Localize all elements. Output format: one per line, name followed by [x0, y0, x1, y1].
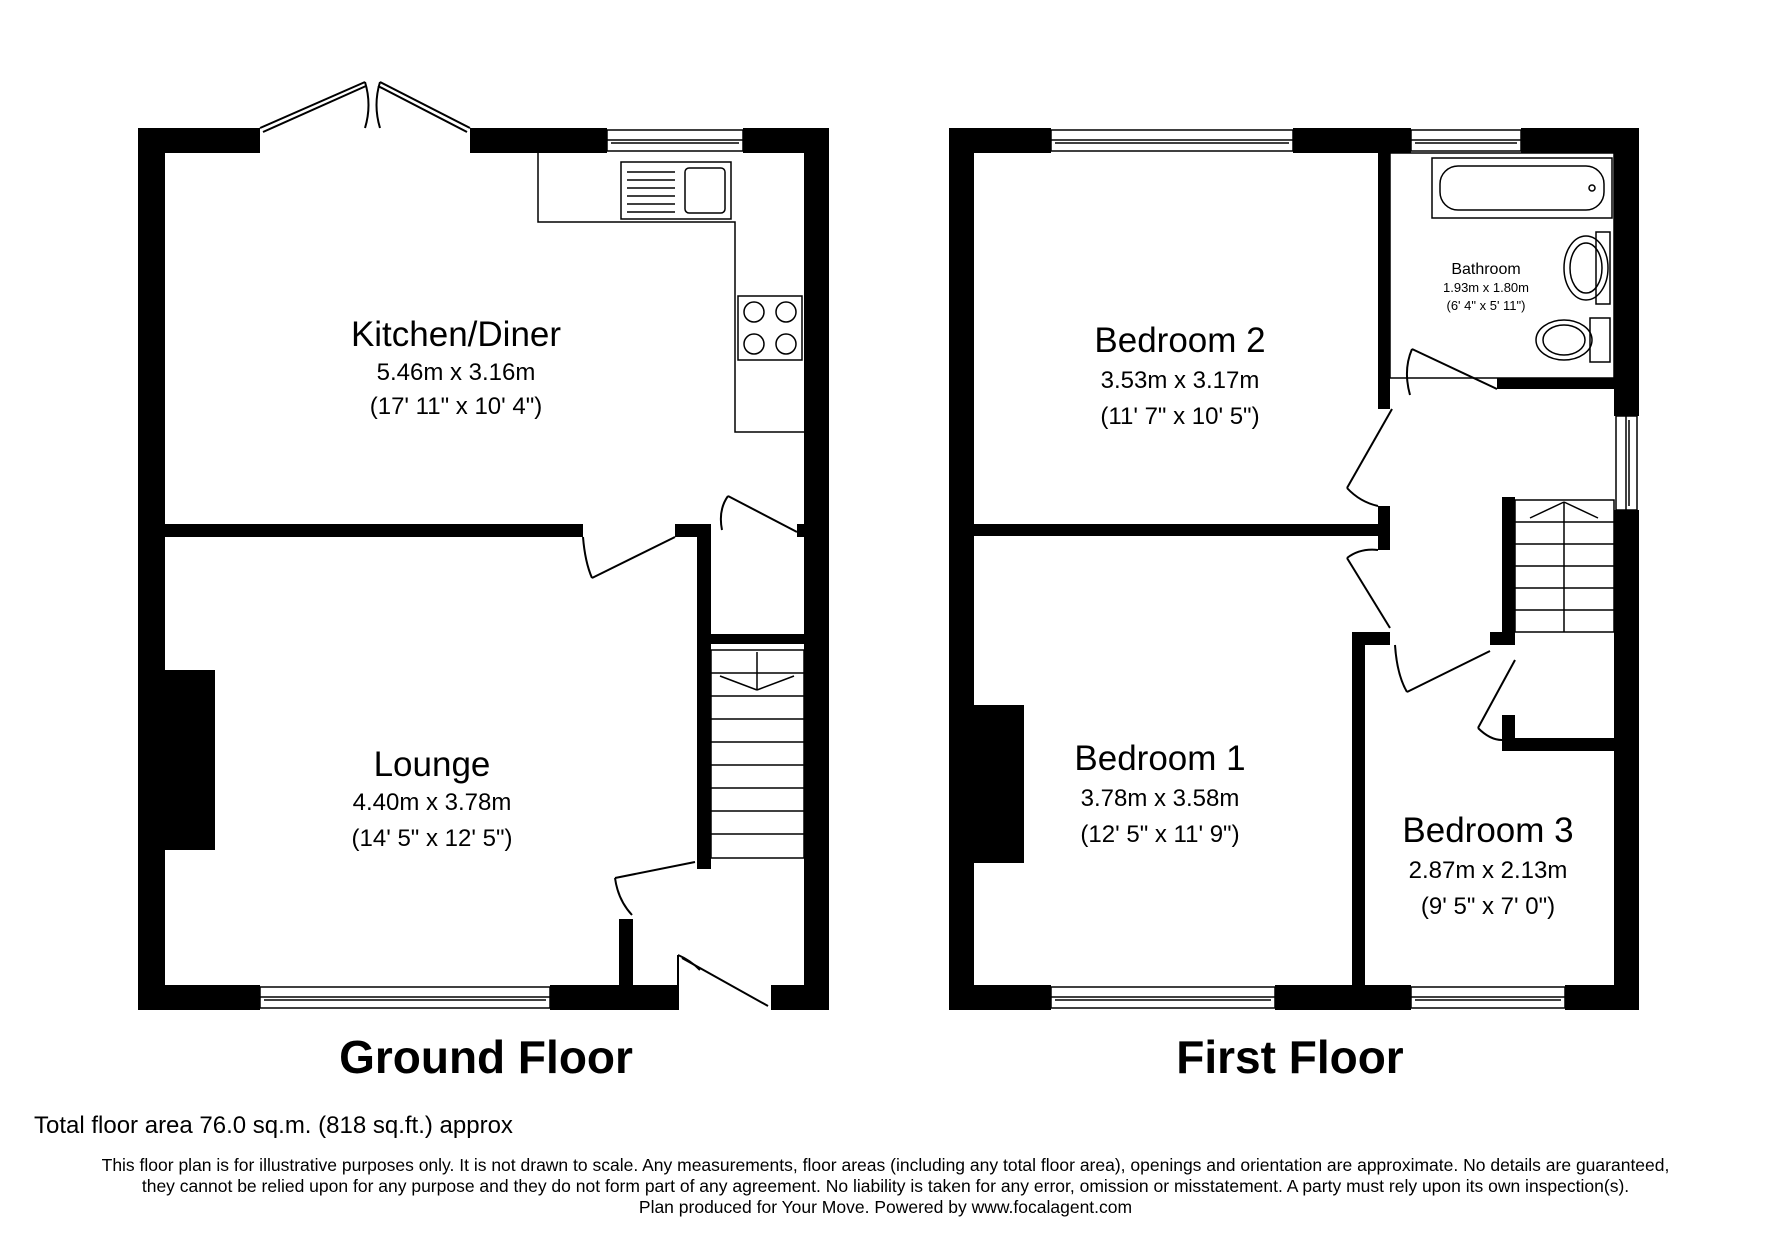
ground-floor-plan	[138, 82, 829, 1010]
bathroom-door	[1407, 349, 1497, 395]
bedroom3-size-m: 2.87m x 2.13m	[1408, 857, 1568, 884]
bedroom3-door	[1395, 645, 1490, 692]
ground-floor-title: Ground Floor	[339, 1031, 633, 1083]
lounge-door	[583, 537, 675, 578]
bedroom3-name: Bedroom 3	[1402, 811, 1574, 850]
french-doors	[260, 82, 470, 132]
bedroom1-size-ft: (12' 5" x 11' 9")	[1080, 821, 1240, 848]
bedroom2-name: Bedroom 2	[1094, 321, 1266, 360]
lounge-name: Lounge	[373, 745, 491, 784]
lounge-size-ft: (14' 5" x 12' 5")	[351, 825, 513, 852]
kitchen-window	[607, 130, 743, 151]
bathroom-size-ft: (6' 4" x 5' 11")	[1446, 298, 1526, 313]
bedroom2-size-ft: (11' 7" x 10' 5")	[1100, 403, 1260, 430]
bedroom1-door	[1347, 550, 1390, 628]
bathroom-size-m: 1.93m x 1.80m	[1443, 280, 1529, 295]
disclaimer-line: This floor plan is for illustrative purposes only. It is not drawn to scale. Any measurements, floor areas (including any total floor area), openings and orientation are approximate. No details are guaranteed,	[101, 1155, 1670, 1175]
hall-door	[615, 862, 695, 915]
first-floor-stairs	[1515, 500, 1614, 632]
kitchen-units	[538, 153, 804, 432]
kitchen-name: Kitchen/Diner	[350, 315, 562, 354]
front-door	[678, 955, 771, 1010]
first-floor-title: First Floor	[1176, 1031, 1404, 1083]
lounge-window	[260, 987, 550, 1008]
bedroom3-size-ft: (9' 5" x 7' 0")	[1420, 893, 1556, 920]
total-floor-area: Total floor area 76.0 sq.m. (818 sq.ft.) approx	[34, 1112, 513, 1139]
kitchen-size-ft: (17' 11" x 10' 4")	[369, 393, 543, 420]
lounge-size-m: 4.40m x 3.78m	[352, 789, 512, 816]
bedroom1-name: Bedroom 1	[1074, 739, 1246, 778]
bedroom1-size-m: 3.78m x 3.58m	[1080, 785, 1240, 812]
disclaimer-line: Plan produced for Your Move. Powered by www.focalagent.com	[638, 1197, 1133, 1217]
disclaimer	[0, 1155, 1771, 1218]
bedroom2-door	[1347, 409, 1392, 506]
disclaimer-line: they cannot be relied upon for any purpose and they do not form part of any agreement. No liability is taken for any error, omission or misstatement. A party must rely upon its own inspection(s).	[141, 1176, 1630, 1196]
cupboard-door	[721, 496, 797, 532]
bathroom-name: Bathroom	[1451, 261, 1521, 278]
kitchen-size-m: 5.46m x 3.16m	[376, 359, 536, 386]
bedroom2-size-m: 3.53m x 3.17m	[1100, 367, 1260, 394]
ground-floor-outer-walls	[138, 128, 829, 1010]
ground-floor-stairs	[711, 650, 804, 858]
